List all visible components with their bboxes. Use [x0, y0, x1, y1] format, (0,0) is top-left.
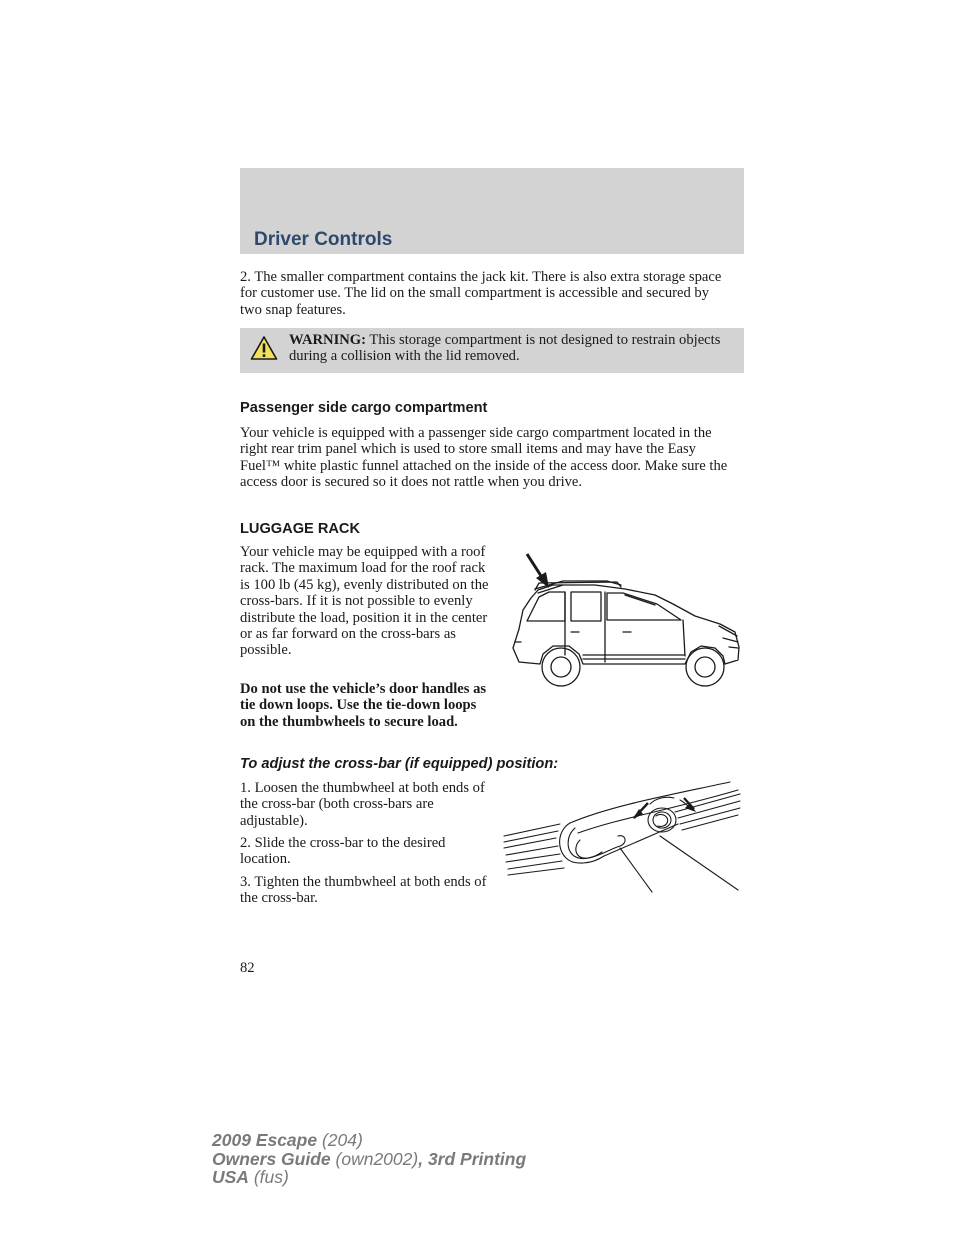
warning-text — [289, 332, 729, 365]
page-number: 82 — [240, 960, 255, 976]
luggage-heading: LUGGAGE RACK — [240, 521, 360, 537]
header-band — [240, 168, 744, 254]
warning-label: WARNING: — [289, 332, 367, 348]
footer-market-code: (fus) — [253, 1167, 289, 1187]
intro-paragraph: 2. The smaller compartment contains the jack kit. There is also extra storage space for customer use. The lid on the small compartment is accessible and secured by two snap features. — [240, 269, 722, 318]
footer-model-code: (204) — [321, 1130, 363, 1150]
cargo-heading: Passenger side cargo compartment — [240, 400, 488, 416]
luggage-caution: Do not use the vehicle’s door handles as tie down loops. Use the tie-down loops on the thumbwheels to secure load. — [240, 681, 487, 730]
footer-market: USA — [212, 1167, 249, 1187]
crossbar-heading: To adjust the cross-bar (if equipped) position: — [240, 756, 559, 772]
footer-guide: Owners Guide — [212, 1148, 331, 1169]
warning-box — [240, 328, 744, 373]
footer-line-1 — [212, 1131, 526, 1150]
footer-line-3 — [212, 1168, 526, 1187]
footer-model: 2009 Escape — [212, 1130, 318, 1150]
roof-rack-vehicle-illustration — [505, 552, 745, 692]
footer-printing: , 3rd Printing — [418, 1148, 527, 1169]
luggage-paragraph: Your vehicle may be equipped with a roof rack. The maximum load for the roof rack is 100 lb (45 kg), evenly distributed on the cross-bars. If it is not possible to evenly distribute the load, position it in the center or as far forward on the cross-bars as possible. — [240, 544, 489, 659]
warning-triangle-icon — [250, 335, 278, 361]
crossbar-step-3: 3. Tighten the thumbwheel at both ends of the cross-bar. — [240, 874, 487, 907]
footer — [212, 1131, 526, 1187]
section-title: Driver Controls — [254, 229, 393, 250]
footer-line-2 — [212, 1150, 526, 1169]
crossbar-thumbwheel-illustration — [500, 778, 745, 896]
footer-guide-code: (own2002) — [335, 1148, 419, 1169]
crossbar-step-1: 1. Loosen the thumbwheel at both ends of the cross-bar (both cross-bars are adjustable). — [240, 780, 485, 829]
crossbar-step-2: 2. Slide the cross-bar to the desired location. — [240, 835, 446, 868]
cargo-paragraph: Your vehicle is equipped with a passenger side cargo compartment located in the right rear trim panel which is used to store small items and may have the Easy Fuel™ white plastic funnel attached on the inside of the access door. Make sure the access door is secured so it does not rattle when you drive. — [240, 425, 728, 491]
warning-message: This storage compartment is not designed to restrain objects during a collision with the lid removed. — [289, 332, 721, 365]
